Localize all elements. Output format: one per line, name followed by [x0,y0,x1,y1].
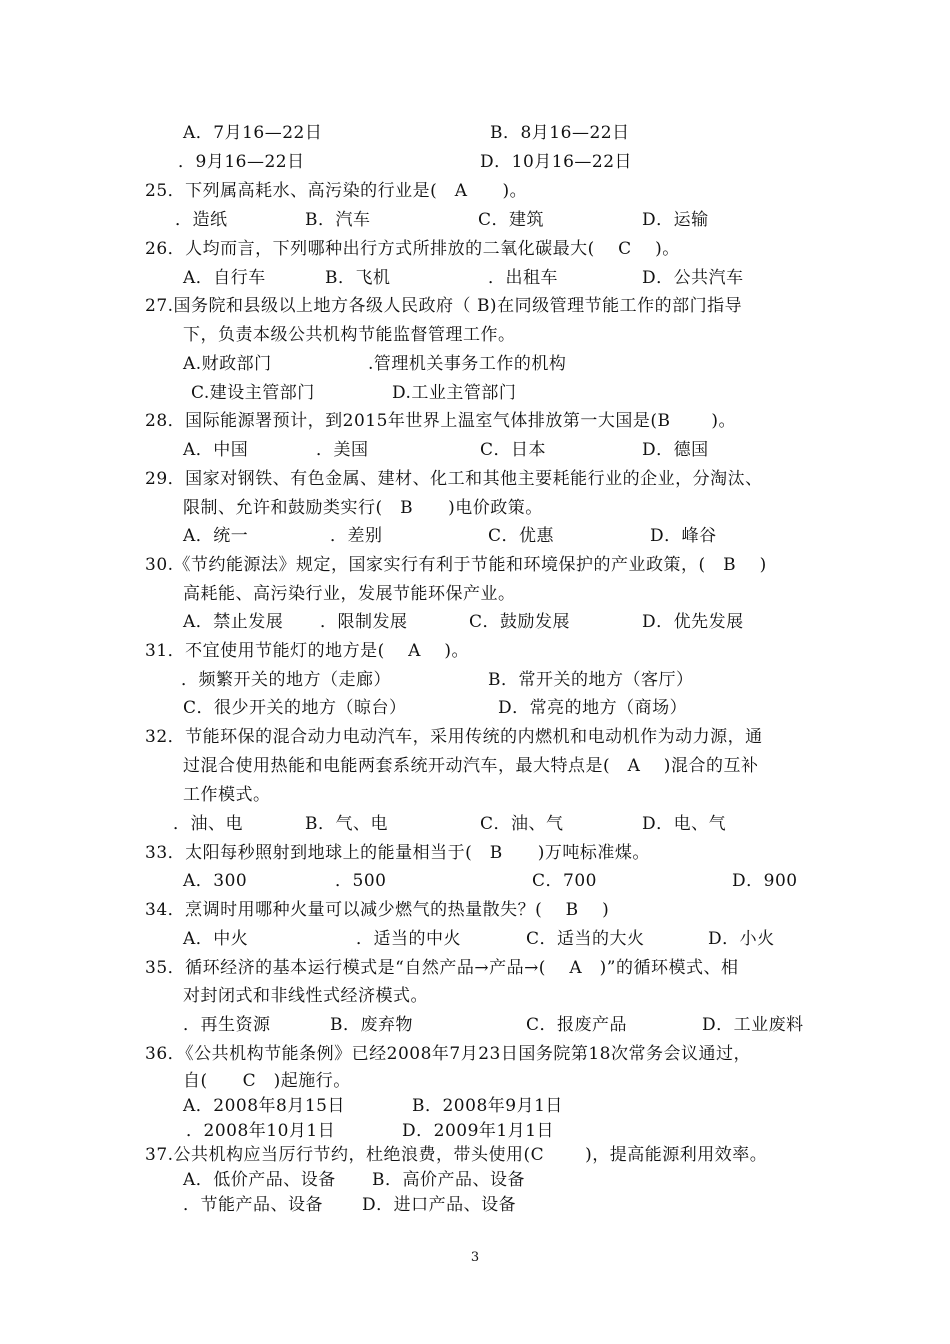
q36-question-line1: 36．《公共机构节能条例》已经2008年7月23日国务院第18次常务会议通过， [145,1044,751,1064]
q37-question: 37.公共机构应当厉行节约，杜绝浪费，带头使用(C )，提高能源利用效率。 [145,1145,768,1165]
q29-question-line2: 限制、允许和鼓励类实行( B )电价政策。 [183,498,543,518]
q35-question-line1: 35．循环经济的基本运行模式是“自然产品→产品→( A )”的循环模式、相 [145,958,739,978]
q32-question-line2: 过混合使用热能和电能两套系统开动汽车，最大特点是( A )混合的互补 [183,756,759,776]
q32-option-a: ．油、电 [173,814,243,834]
q36-option-d: D．2009年1月1日 [402,1121,555,1141]
q25-option-b: B．汽车 [305,210,371,230]
q26-option-c: ．出租车 [488,268,558,288]
q26-option-d: D．公共汽车 [642,268,744,288]
q27-option-d: D.工业主管部门 [392,383,517,403]
q35-option-a: ．再生资源 [183,1015,271,1035]
q33-question: 33．太阳每秒照射到地球上的能量相当于( B )万吨标准煤。 [145,843,650,863]
q32-question-line1: 32．节能环保的混合动力电动汽车，采用传统的内燃机和电动机作为动力源，通 [145,727,763,747]
q34-option-b: ．适当的中火 [356,929,461,949]
q34-option-a: A．中火 [183,929,249,949]
q28-option-d: D．德国 [642,440,709,460]
q24-option-b: B．8月16—22日 [490,123,630,143]
q26-question: 26．人均而言，下列哪种出行方式所排放的二氧化碳最大( C )。 [145,239,680,259]
q33-option-d: D．900 [732,871,798,891]
q28-option-b: ．美国 [316,440,369,460]
q26-option-b: B．飞机 [325,268,391,288]
q26-option-a: A．自行车 [183,268,266,288]
q29-option-d: D．峰谷 [650,526,717,546]
q29-option-c: C．优惠 [488,526,555,546]
q30-option-b: ．限制发展 [320,612,408,632]
q29-option-b: ．差别 [330,526,383,546]
page-number: 3 [470,1250,480,1265]
q37-option-c: ．节能产品、设备 [183,1195,323,1215]
q31-question: 31．不宜使用节能灯的地方是( A )。 [145,641,469,661]
q27-question-line1: 27.国务院和县级以上地方各级人民政府（ B)在同级管理节能工作的部门指导 [145,296,743,316]
q33-option-c: C．700 [532,871,597,891]
q31-option-d: D．常亮的地方（商场） [498,698,688,718]
q28-option-c: C．日本 [480,440,547,460]
q27-option-a: A.财政部门 [183,354,272,374]
q36-option-b: B．2008年9月1日 [412,1096,563,1116]
q31-option-b: B．常开关的地方（客厅） [488,670,694,690]
q30-option-c: C．鼓励发展 [469,612,571,632]
q24-option-d: D．10月16—22日 [480,152,633,172]
q37-option-b: B．高价产品、设备 [372,1170,525,1190]
q33-option-b: ．500 [335,871,387,891]
q30-question-line2: 高耗能、高污染行业，发展节能环保产业。 [183,584,516,604]
q27-option-b: .管理机关事务工作的机构 [368,354,567,374]
q35-question-line2: 对封闭式和非线性式经济模式。 [183,986,428,1006]
q25-option-d: D．运输 [642,210,709,230]
q25-question: 25．下列属高耗水、高污染的行业是( A )。 [145,181,528,201]
q32-question-line3: 工作模式。 [183,785,271,805]
q29-option-a: A．统一 [183,526,249,546]
q35-option-d: D．工业废料 [702,1015,804,1035]
q34-option-c: C．适当的大火 [526,929,645,949]
q36-question-line2: 自( C )起施行。 [183,1071,351,1091]
q37-option-d: D．进口产品、设备 [362,1195,517,1215]
q28-question: 28．国际能源署预计，到2015年世界上温室气体排放第一大国是(B )。 [145,411,737,431]
q32-option-d: D．电、气 [642,814,727,834]
q25-option-a: ．造纸 [175,210,228,230]
q37-option-a: A．低价产品、设备 [183,1170,336,1190]
q24-option-c: ．9月16—22日 [178,152,305,172]
q35-option-c: C．报废产品 [526,1015,628,1035]
q31-option-c: C．很少开关的地方（晾台） [183,698,407,718]
q31-option-a: ．频繁开关的地方（走廊） [181,670,391,690]
q25-option-c: C．建筑 [478,210,545,230]
q27-question-line2: 下，负责本级公共机构节能监督管理工作。 [183,325,516,345]
q30-option-d: D．优先发展 [642,612,744,632]
q34-question: 34．烹调时用哪种火量可以减少燃气的热量散失？( B ) [145,900,610,920]
q34-option-d: D．小火 [708,929,775,949]
q24-option-a: A．7月16—22日 [183,123,323,143]
q28-option-a: A．中国 [183,440,249,460]
q32-option-b: B．气、电 [305,814,388,834]
q36-option-c: ．2008年10月1日 [186,1121,336,1141]
q29-question-line1: 29．国家对钢铁、有色金属、建材、化工和其他主要耗能行业的企业，分淘汰、 [145,469,763,489]
q30-question-line1: 30.《节约能源法》规定，国家实行有利于节能和环境保护的产业政策，( B ) [145,555,767,575]
q32-option-c: C．油、气 [480,814,564,834]
q30-option-a: A．禁止发展 [183,612,284,632]
q33-option-a: A．300 [183,871,248,891]
q27-option-c: C.建设主管部门 [191,383,315,403]
q35-option-b: B．废弃物 [330,1015,413,1035]
q36-option-a: A．2008年8月15日 [183,1096,345,1116]
